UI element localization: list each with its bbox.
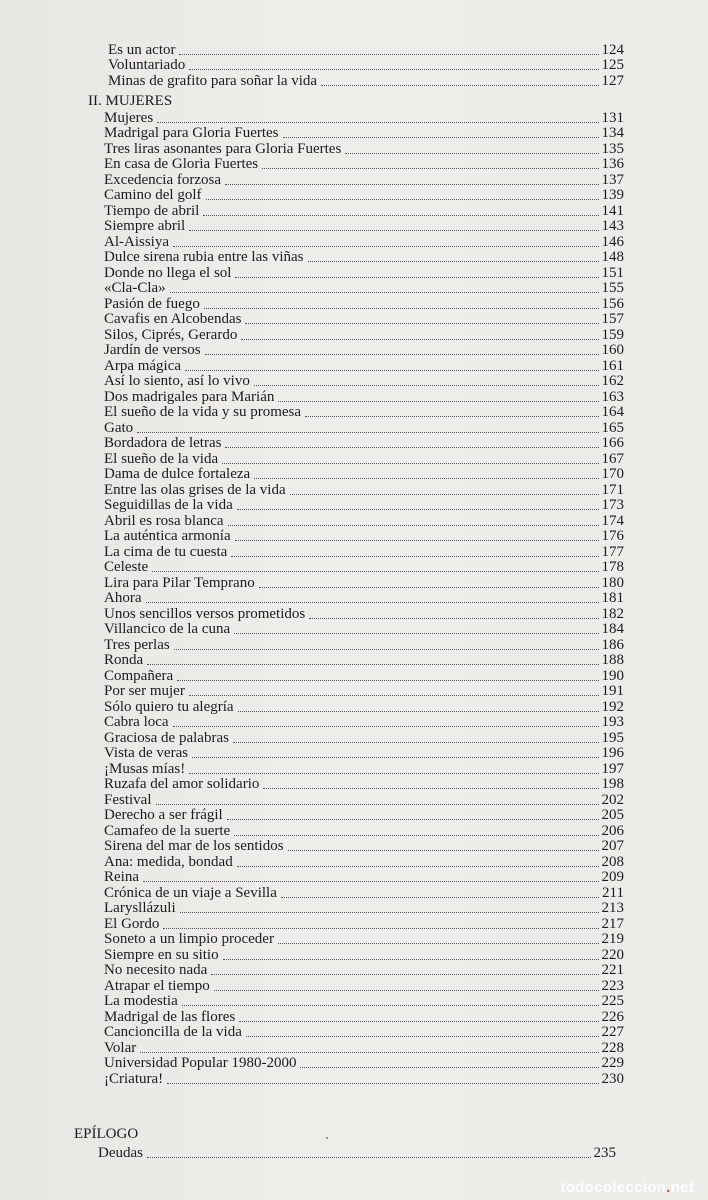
toc-entry [104,637,624,653]
toc-entry [104,451,624,467]
entry-page-number: 125 [601,57,624,73]
entry-page-number: 192 [601,698,624,715]
toc-entry [104,901,624,917]
entry-title: La auténtica armonía [104,528,231,544]
entry-title: Por ser mujer [104,683,185,699]
toc-entry [104,358,624,374]
entry-page-number: 198 [601,776,624,792]
dot-leader [300,1067,598,1068]
entry-title: Silos, Ciprés, Gerardo [104,326,238,343]
dot-leader [146,602,599,603]
dot-leader [211,974,598,975]
toc-entry-list [104,110,624,1087]
dot-leader [163,928,598,929]
toc-entry [104,994,624,1010]
entry-page-number: 173 [601,497,624,513]
entry-page-number: 131 [601,109,624,126]
entry-title: Graciosa de palabras [104,729,229,746]
entry-title: Villancico de la cuna [104,621,231,637]
entry-title: El sueño de la vida y su promesa [104,404,302,420]
entry-title: Camino del golf [104,187,202,203]
toc-entry [104,746,624,762]
dot-leader [254,385,599,386]
toc-entry [104,513,624,529]
entry-page-number: 208 [601,853,624,870]
entry-title: Cancioncilla de la vida [104,1024,242,1040]
entry-title: «Cla-Cla» [104,280,166,296]
toc-continued-section [108,42,624,89]
entry-page-number: 165 [601,419,624,436]
entry-title: Siempre abril [104,218,186,234]
toc-entry [104,870,624,886]
dot-leader [278,943,599,944]
toc-entry [104,560,624,576]
dot-leader [177,680,598,681]
toc-entry [104,172,624,188]
entry-title: Ronda [104,652,144,668]
entry-page-number: 221 [601,962,624,978]
toc-entry [104,529,624,545]
entry-page-number: 137 [601,171,624,188]
toc-section-mujeres [88,94,624,1087]
dot-leader [225,447,598,448]
toc-entry [104,963,624,979]
dot-leader [147,664,598,665]
dot-leader [290,494,599,495]
entry-page-number: 209 [601,869,624,885]
toc-entry [104,761,624,777]
paper-speck [326,1137,328,1139]
toc-entry [104,374,624,390]
entry-page-number: 166 [601,435,624,451]
entry-page-number: 184 [601,621,624,637]
toc-entry [98,1145,616,1161]
dot-leader [179,54,598,55]
dot-leader [203,215,598,216]
dot-leader [245,323,598,324]
entry-title: Tiempo de abril [104,202,200,219]
entry-page-number: 181 [601,590,624,606]
toc-entry [104,265,624,281]
entry-title: Larysllázuli [104,900,176,916]
dot-leader [227,819,599,820]
toc-entry [104,1025,624,1041]
entry-page-number: 177 [601,543,624,560]
entry-page-number: 182 [601,605,624,622]
dot-leader [185,370,598,371]
dot-leader [174,649,599,650]
dot-leader [246,1036,599,1037]
dot-leader [140,1052,598,1053]
entry-page-number: 136 [601,156,624,172]
dot-leader [223,959,599,960]
entry-page-number: 191 [601,683,624,699]
entry-page-number: 230 [601,1070,624,1087]
entry-page-number: 151 [601,264,624,281]
entry-title: Dulce sirena rubia entre las viñas [104,249,304,265]
dot-leader [278,401,598,402]
entry-page-number: 135 [601,140,624,157]
entry-page-number: 127 [601,72,624,89]
toc-entry [104,1056,624,1072]
toc-entry [104,606,624,622]
toc-entry [104,885,624,901]
entry-title: Abril es rosa blanca [104,512,224,529]
dot-leader [143,881,599,882]
entry-title: Soneto a un limpio proceder [104,931,274,947]
entry-title: Ruzafa del amor solidario [104,776,260,792]
dot-leader [321,85,598,86]
entry-page-number: 170 [601,466,624,482]
entry-title: Dos madrigales para Marián [104,388,275,405]
toc-entry [104,389,624,405]
entry-title: Madrigal de las flores [104,1008,236,1025]
dot-leader [238,711,599,712]
section-heading-epilogo: EPÍLOGO [74,1126,139,1142]
entry-page-number: 220 [601,946,624,963]
entry-title: Seguidillas de la vida [104,497,233,513]
toc-entry [104,575,624,591]
dot-leader [239,1021,598,1022]
entry-page-number: 196 [601,745,624,761]
entry-title: La cima de tu cuesta [104,543,228,560]
entry-title: Gato [104,419,134,436]
entry-title: Derecho a ser frágil [104,807,223,823]
toc-entry [104,916,624,932]
toc-entry [104,808,624,824]
dot-leader [189,69,598,70]
dot-leader [309,618,598,619]
dot-leader [228,525,599,526]
dot-leader [237,866,599,867]
toc-entry [104,544,624,560]
entry-page-number: 226 [601,1008,624,1025]
entry-title: ¡Criatura! [104,1070,164,1087]
watermark-suffix: net [670,1179,694,1196]
dot-leader [262,168,598,169]
toc-entry [104,854,624,870]
entry-page-number: 155 [601,280,624,296]
entry-page-number: 146 [601,233,624,250]
toc-entry [104,405,624,421]
entry-title: Bordadora de letras [104,435,222,451]
toc-entry [104,715,624,731]
dot-leader [235,277,598,278]
toc-entry [104,1009,624,1025]
entry-title: Universidad Popular 1980-2000 [104,1055,297,1071]
dot-leader [157,122,598,123]
toc-entry [104,622,624,638]
dot-leader [214,990,599,991]
dot-leader [170,292,599,293]
toc-entry [104,684,624,700]
entry-title: Reina [104,869,139,885]
entry-page-number: 202 [601,791,624,808]
entry-page-number: 167 [601,450,624,467]
toc-entry [104,110,624,126]
entry-page-number: 205 [601,807,624,823]
entry-page-number: 197 [601,760,624,777]
toc-entry [104,250,624,266]
entry-page-number: 157 [601,311,624,327]
dot-leader [204,308,599,309]
dot-leader [345,153,598,154]
dot-leader [189,695,599,696]
dot-leader [225,184,598,185]
toc-entry [104,281,624,297]
entry-title: La modestia [104,993,178,1009]
dot-leader [167,1083,598,1084]
toc-entry [108,73,624,89]
dot-leader [241,339,598,340]
dot-leader [237,509,599,510]
entry-page-number: 229 [601,1055,624,1071]
dot-leader [234,835,598,836]
entry-page-number: 193 [601,714,624,730]
toc-entry [104,653,624,669]
toc-entry [104,839,624,855]
entry-title: ¡Musas mías! [104,760,186,777]
toc-entry [104,467,624,483]
toc-entry [108,42,624,58]
dot-leader [189,230,598,231]
entry-page-number: 195 [601,729,624,746]
toc-entry [104,947,624,963]
entry-title: Deudas [98,1144,143,1161]
dot-leader [234,633,598,634]
toc-entry [104,219,624,235]
dot-leader [206,199,599,200]
entry-title: Compañera [104,667,174,684]
entry-page-number: 227 [601,1024,624,1040]
toc-entry [104,730,624,746]
entry-title: Lira para Pilar Temprano [104,574,255,591]
entry-title: Siempre en su sitio [104,946,219,963]
entry-page-number: 186 [601,636,624,653]
entry-title: El sueño de la vida [104,450,219,467]
toc-entry [104,203,624,219]
entry-title: Unos sencillos versos prometidos [104,605,306,622]
entry-title: Tres liras asonantes para Gloria Fuertes [104,140,342,157]
entry-page-number: 174 [601,512,624,529]
dot-leader [147,1157,591,1158]
dot-leader [156,804,599,805]
entry-title: Ana: medida, bondad [104,853,233,870]
watermark-text: todocoleccion [560,1179,667,1196]
entry-title: Volar [104,1039,137,1056]
dot-leader [152,571,598,572]
dot-leader [137,432,598,433]
dot-leader [283,137,599,138]
entry-page-number: 159 [601,326,624,343]
dot-leader [308,261,599,262]
entry-page-number: 180 [601,574,624,591]
toc-entry [104,343,624,359]
entry-page-number: 160 [601,342,624,358]
entry-page-number: 223 [601,977,624,994]
entry-title: Celeste [104,559,149,575]
entry-title: Es un actor [108,41,176,58]
dot-leader [235,540,599,541]
dot-leader [254,478,598,479]
watermark-logo [561,1179,694,1196]
toc-entry [104,978,624,994]
section-heading-mujeres: II. MUJERES [88,93,173,109]
entry-page-number: 228 [601,1039,624,1056]
entry-title: Cabra loca [104,714,169,730]
entry-title: Voluntariado [108,57,186,73]
dot-leader [180,912,599,913]
dot-leader [281,897,599,898]
toc-entry [104,1040,624,1056]
dot-leader [263,788,598,789]
toc-entry [104,591,624,607]
entry-title: Mujeres [104,109,154,126]
dot-leader [259,587,599,588]
entry-page-number: 156 [601,295,624,312]
dot-leader [222,463,598,464]
toc-entry [104,296,624,312]
entry-page-number: 164 [601,404,624,420]
entry-page-number: 188 [601,652,624,668]
toc-entry [104,126,624,142]
toc-entry [104,157,624,173]
toc-entry [104,699,624,715]
toc-entry [104,312,624,328]
toc-entry [104,188,624,204]
entry-page-number: 178 [601,559,624,575]
entry-title: Festival [104,791,152,808]
entry-title: Cavafis en Alcobendas [104,311,242,327]
entry-page-number: 148 [601,249,624,265]
entry-title: Pasión de fuego [104,295,200,312]
toc-entry [104,1071,624,1087]
toc-entry [104,141,624,157]
entry-page-number: 217 [601,915,624,932]
entry-page-number: 161 [601,357,624,374]
toc-entry [104,777,624,793]
entry-title: Jardín de versos [104,342,201,358]
toc-entry [104,420,624,436]
toc-entry [104,668,624,684]
entry-page-number: 225 [601,993,624,1009]
entry-title: Atrapar el tiempo [104,977,210,994]
entry-title: Arpa mágica [104,357,182,374]
entry-page-number: 207 [601,838,624,854]
dot-leader [173,246,599,247]
entry-title: Dama de dulce fortaleza [104,466,251,482]
entry-title: Crónica de un viaje a Sevilla [104,884,277,901]
dot-leader [173,726,599,727]
toc-entry [104,234,624,250]
entry-title: Excedencia forzosa [104,171,222,188]
toc-entry [104,482,624,498]
entry-page-number: 211 [602,884,624,901]
toc-entry [104,823,624,839]
entry-title: El Gordo [104,915,160,932]
entry-title: Entre las olas grises de la vida [104,481,286,498]
entry-page-number: 139 [601,187,624,203]
toc-entry [108,58,624,74]
entry-page-number: 190 [601,667,624,684]
entry-title: Sólo quiero tu alegría [104,698,234,715]
entry-page-number: 235 [593,1144,616,1161]
entry-page-number: 134 [601,125,624,141]
dot-leader [205,354,599,355]
dot-leader [233,742,599,743]
entry-page-number: 124 [601,41,624,58]
entry-page-number: 171 [601,481,624,498]
toc-entry [104,932,624,948]
dot-leader [231,556,598,557]
entry-title: Minas de grafito para soñar la vida [108,72,318,89]
entry-title: En casa de Gloria Fuertes [104,156,259,172]
entry-page-number: 141 [601,202,624,219]
entry-title: Así lo siento, así lo vivo [104,373,250,389]
toc-entry [104,436,624,452]
toc-entry [104,792,624,808]
entry-page-number: 206 [601,822,624,839]
toc-entry [104,327,624,343]
entry-title: Sirena del mar de los sentidos [104,838,284,854]
entry-title: No necesito nada [104,962,208,978]
dot-leader [189,773,598,774]
entry-title: Camafeo de la suerte [104,822,231,839]
entry-title: Al-Aissiya [104,233,169,250]
toc-entry-list [98,1145,616,1161]
entry-page-number: 143 [601,218,624,234]
entry-title: Madrigal para Gloria Fuertes [104,125,279,141]
entry-title: Ahora [104,590,142,606]
toc-entry [104,498,624,514]
entry-title: Tres perlas [104,636,170,653]
dot-leader [305,416,598,417]
dot-leader [192,757,598,758]
entry-title: Vista de veras [104,745,189,761]
watermark-dot: . [666,1179,671,1196]
entry-page-number: 176 [601,528,624,544]
entry-page-number: 219 [601,931,624,947]
entry-page-number: 162 [601,373,624,389]
entry-page-number: 213 [601,900,624,916]
entry-page-number: 163 [601,388,624,405]
entry-title: Donde no llega el sol [104,264,232,281]
dot-leader [182,1005,599,1006]
toc-section-epilogo [74,1127,616,1161]
dot-leader [288,850,599,851]
